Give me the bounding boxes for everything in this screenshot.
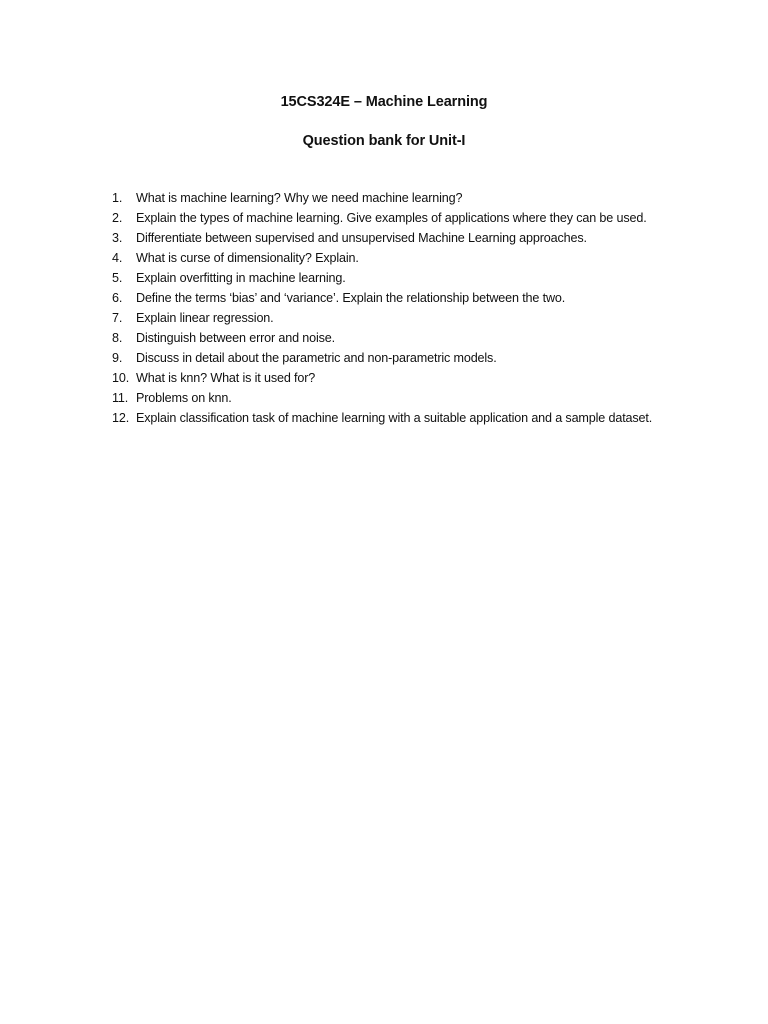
question-text: Define the terms ‘bias’ and ‘variance’. Explain the relationship between the two. <box>136 291 566 305</box>
question-text: Explain linear regression. <box>136 311 274 325</box>
question-number: 10. <box>112 371 130 385</box>
question-number: 1. <box>112 191 123 205</box>
question-item <box>112 248 732 268</box>
question-text: What is curse of dimensionality? Explain. <box>136 251 359 265</box>
question-item <box>112 228 732 248</box>
question-item <box>112 288 732 308</box>
course-title: 15CS324E – Machine Learning <box>280 94 488 110</box>
question-list <box>112 188 732 428</box>
question-text: Explain overfitting in machine learning. <box>136 271 346 285</box>
question-item <box>112 188 732 208</box>
question-text: Explain classification task of machine learning with a suitable application and a sample dataset. <box>136 411 653 425</box>
question-item <box>112 348 732 368</box>
question-number: 3. <box>112 231 123 245</box>
question-item <box>112 408 732 428</box>
question-text: Discuss in detail about the parametric and non-parametric models. <box>136 351 497 365</box>
question-number: 11. <box>112 391 129 405</box>
question-number: 12. <box>112 411 130 425</box>
question-number: 4. <box>112 251 123 265</box>
question-number: 9. <box>112 351 123 365</box>
question-number: 2. <box>112 211 123 225</box>
question-item <box>112 208 732 228</box>
question-number: 6. <box>112 291 123 305</box>
question-text: Distinguish between error and noise. <box>136 331 336 345</box>
question-text: What is knn? What is it used for? <box>136 371 316 385</box>
question-text: Explain the types of machine learning. Give examples of applications where they can be used. <box>136 211 647 225</box>
document-subtitle: Question bank for Unit-I <box>302 133 466 149</box>
question-text: Problems on knn. <box>136 391 232 405</box>
question-number: 7. <box>112 311 123 325</box>
question-item <box>112 368 732 388</box>
question-item <box>112 268 732 288</box>
question-number: 5. <box>112 271 123 285</box>
question-text: Differentiate between supervised and unsupervised Machine Learning approaches. <box>136 231 587 245</box>
question-item <box>112 388 732 408</box>
question-text: What is machine learning? Why we need machine learning? <box>136 191 463 205</box>
question-item <box>112 308 732 328</box>
question-item <box>112 328 732 348</box>
question-number: 8. <box>112 331 123 345</box>
